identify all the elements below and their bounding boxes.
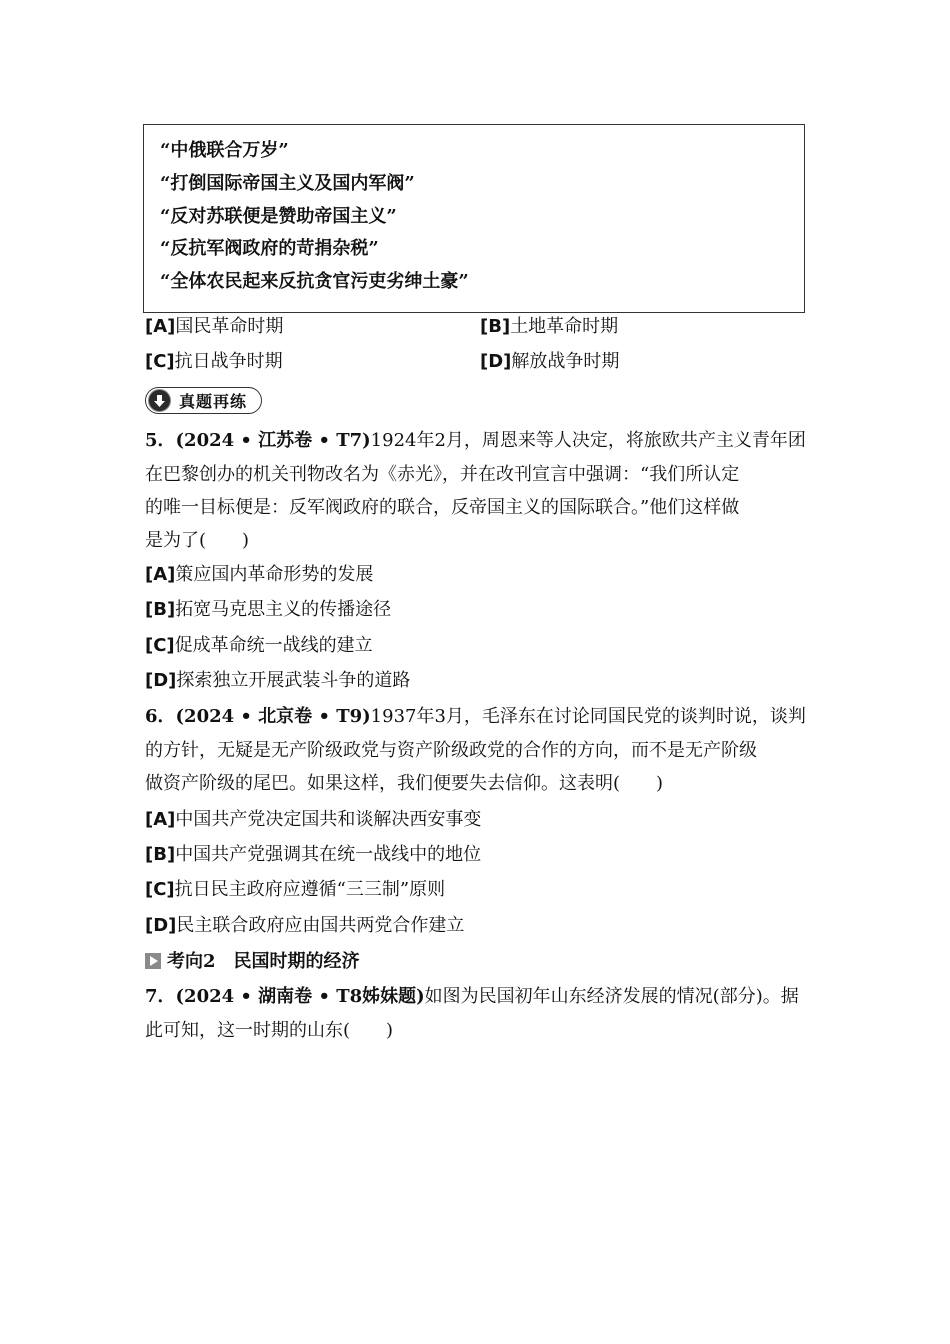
- q6-line-3: 做资产阶级的尾巴。如果这样，我们便要失去信仰。这表明( ): [145, 773, 664, 794]
- play-triangle-icon: [145, 953, 161, 969]
- quote-line: “反抗军阀政府的苛捐杂税”: [160, 238, 379, 259]
- q6-option-c[interactable]: [C]抗日民主政府应遵循“三三制”原则: [145, 879, 446, 900]
- q5-option-a[interactable]: [A]策应国内革命形势的发展: [145, 564, 374, 585]
- q6-option-b[interactable]: [B]中国共产党强调其在统一战线中的地位: [145, 844, 482, 865]
- q5-line-4: 是为了( ): [145, 530, 250, 551]
- section-banner-label: 真题再练: [179, 392, 248, 411]
- download-arrow-icon: [148, 389, 171, 412]
- q5-line-3: 的唯一目标便是：反军阀政府的联合，反帝国主义的国际联合。”他们这样做: [145, 497, 740, 518]
- q5-line-1: 5．(2024 • 江苏卷 • T7)1924年2月，周恩来等人决定，将旅欧共产主义青年团: [145, 430, 806, 451]
- quote-line: “中俄联合万岁”: [160, 140, 289, 161]
- q7-source: (2024 • 湖南卷 • T8姊妹题): [175, 986, 425, 1007]
- q5-option-c[interactable]: [C]促成革命统一战线的建立: [145, 635, 373, 656]
- section-title: 考向2 民国时期的经济: [167, 951, 360, 972]
- quote-line: “反对苏联便是赞助帝国主义”: [160, 206, 397, 227]
- section-banner: [145, 387, 262, 414]
- option-d[interactable]: [D]解放战争时期: [480, 351, 620, 372]
- q5-source: (2024 • 江苏卷 • T7): [175, 430, 371, 451]
- q6-option-d[interactable]: [D]民主联合政府应由国共两党合作建立: [145, 915, 465, 936]
- option-a[interactable]: [A]国民革命时期: [145, 316, 284, 337]
- q5-line-2: 在巴黎创办的机关刊物改名为《赤光》，并在改刊宣言中强调：“我们所认定: [145, 464, 740, 485]
- q5-option-d[interactable]: [D]探索独立开展武装斗争的道路: [145, 670, 411, 691]
- q5-option-b[interactable]: [B]拓宽马克思主义的传播途径: [145, 599, 392, 620]
- q7-line-2: 此可知，这一时期的山东( ): [145, 1020, 394, 1041]
- q7-line-1: 7．(2024 • 湖南卷 • T8姊妹题)如图为民国初年山东经济发展的情况(部分)。据: [145, 986, 799, 1007]
- q6-line-2: 的方针，无疑是无产阶级政党与资产阶级政党的合作的方向，而不是无产阶级: [145, 740, 757, 761]
- q6-line-1: 6．(2024 • 北京卷 • T9)1937年3月，毛泽东在讨论同国民党的谈判时说，谈判: [145, 706, 806, 727]
- quote-box: [143, 124, 805, 313]
- quote-line: “全体农民起来反抗贪官污吏劣绅土豪”: [160, 271, 469, 292]
- q6-source: (2024 • 北京卷 • T9): [175, 706, 371, 727]
- q6-option-a[interactable]: [A]中国共产党决定国共和谈解决西安事变: [145, 809, 482, 830]
- section-heading: [145, 950, 360, 974]
- quote-line: “打倒国际帝国主义及国内军阀”: [160, 173, 415, 194]
- option-b[interactable]: [B]土地革命时期: [480, 316, 619, 337]
- option-c[interactable]: [C]抗日战争时期: [145, 351, 283, 372]
